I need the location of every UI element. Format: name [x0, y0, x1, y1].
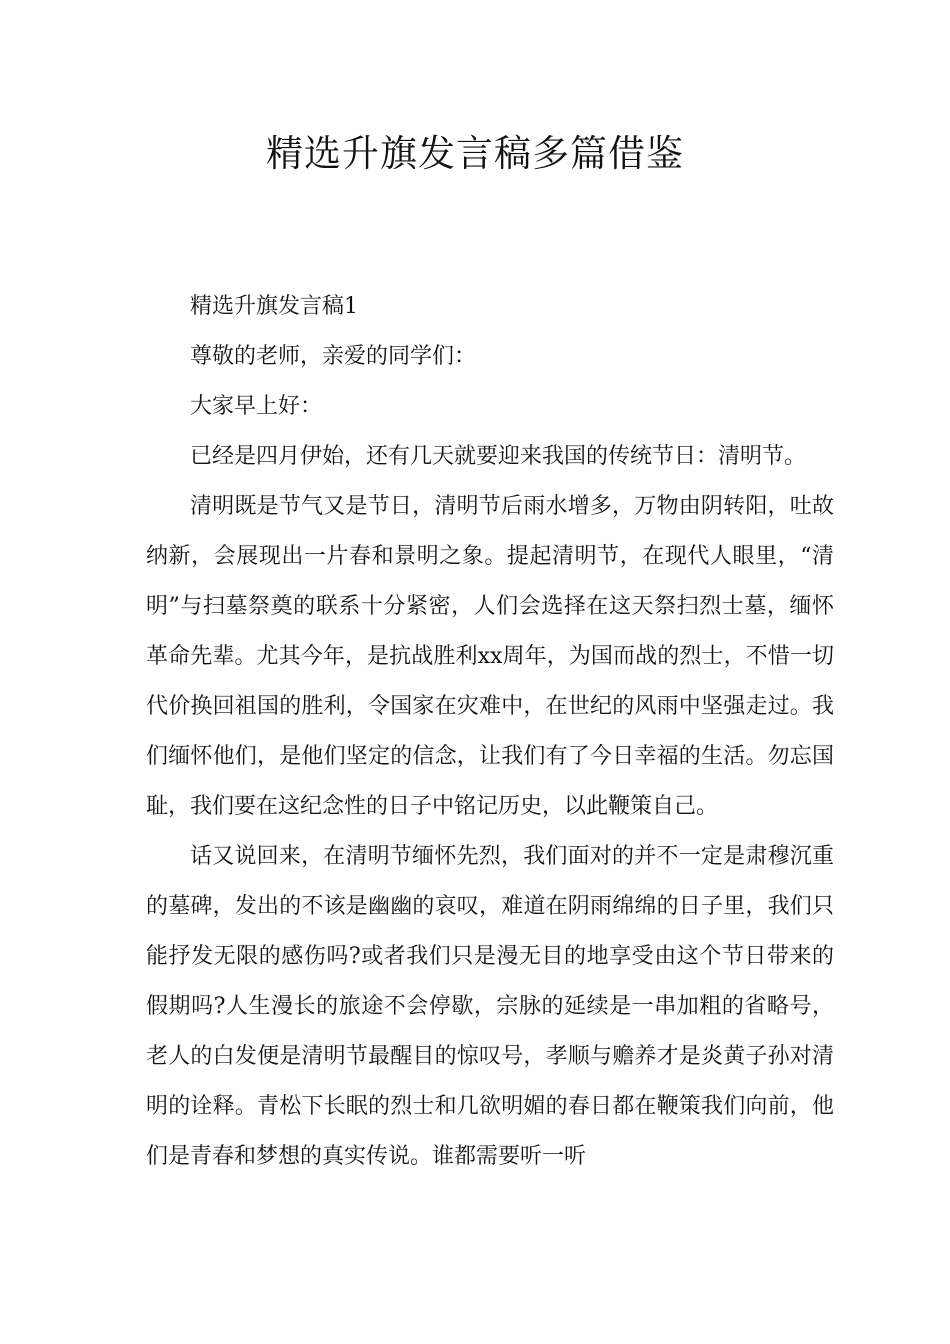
paragraph-heading: 精选升旗发言稿1: [190, 294, 358, 319]
paragraph-salutation: 尊敬的老师，亲爱的同学们：: [190, 344, 477, 369]
document-body: [146, 282, 834, 1182]
paragraph: 清明既是节气又是节日，清明节后雨水增多，万物由阴转阳，吐故纳新，会展现出一片春和景明之象。提起清明节，在现代人眼里，“清明”与扫墓祭奠的联系十分紧密，人们会选择在这天祭扫烈士墓，缅怀革命先辈。尤其今年，是抗战胜利xx周年，为国而战的烈士，不惜一切代价换回祖国的胜利，令国家在灾难中，在世纪的风雨中坚强走过。我们缅怀他们，是他们坚定的信念，让我们有了今日幸福的生活。勿忘国耻，我们要在这纪念性的日子中铭记历史，以此鞭策自己。: [146, 494, 834, 819]
document-title: 精选升旗发言稿多篇借鉴: [266, 132, 684, 175]
paragraph: 话又说回来，在清明节缅怀先烈，我们面对的并不一定是肃穆沉重的墓碑，发出的不该是幽幽的哀叹，难道在阴雨绵绵的日子里，我们只能抒发无限的感伤吗?或者我们只是漫无目的地享受由这个节日带来的假期吗?人生漫长的旅途不会停歇，宗脉的延续是一串加粗的省略号，老人的白发便是清明节最醒目的惊叹号，孝顺与赡养才是炎黄子孙对清明的诠释。青松下长眠的烈士和几欲明媚的春日都在鞭策我们向前，他们是青春和梦想的真实传说。谁都需要听一听: [146, 844, 834, 1169]
paragraph-greeting: 大家早上好：: [190, 394, 323, 419]
paragraph: 已经是四月伊始，还有几天就要迎来我国的传统节日：清明节。: [190, 444, 807, 469]
